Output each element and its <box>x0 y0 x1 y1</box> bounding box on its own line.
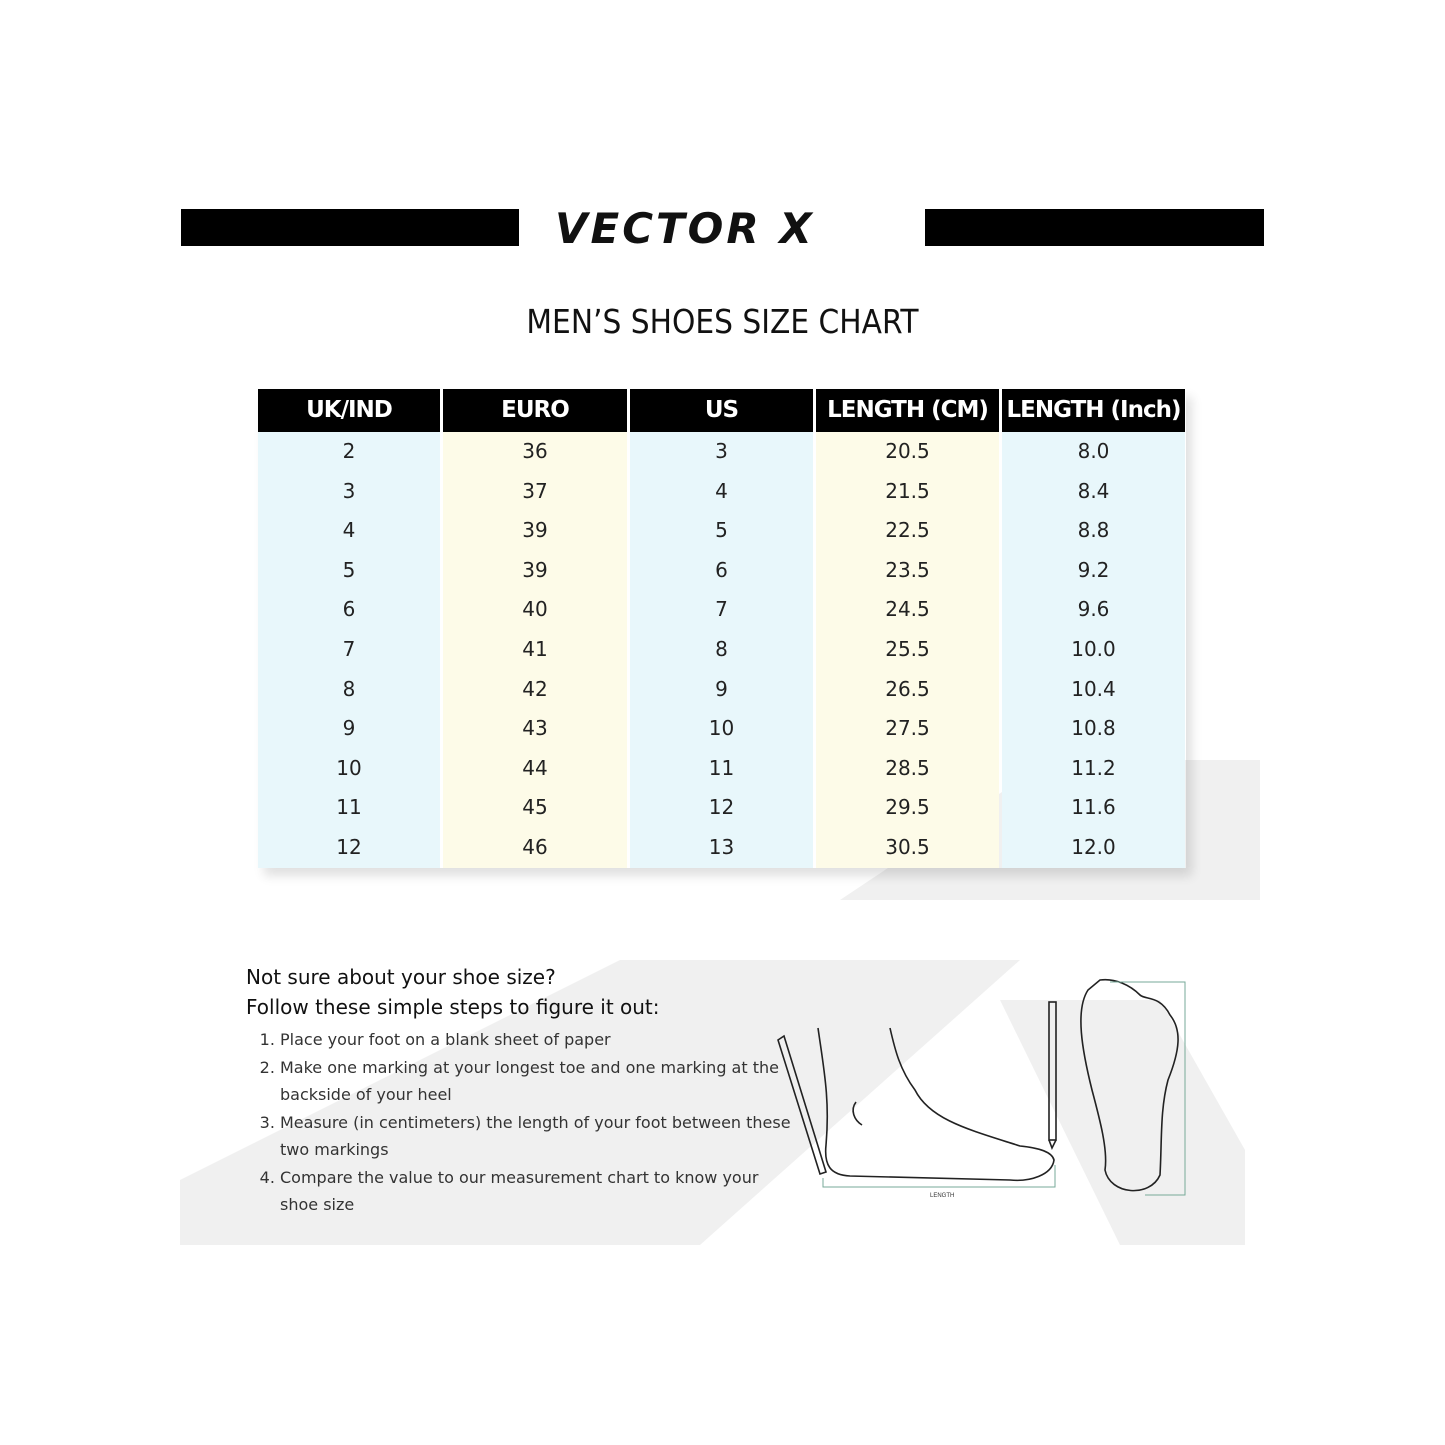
table-cell: 11 <box>630 749 813 789</box>
table-cell: 10.4 <box>1002 670 1185 710</box>
header-bar-left <box>181 209 519 246</box>
table-cell: 21.5 <box>816 472 999 512</box>
table-cell: 28.5 <box>816 749 999 789</box>
table-row <box>258 788 1186 828</box>
table-cell: 9.2 <box>1002 551 1185 591</box>
table-cell: 9 <box>258 709 440 749</box>
table-row <box>258 511 1186 551</box>
table-cell: 6 <box>258 590 440 630</box>
table-cell: 2 <box>258 432 440 472</box>
table-cell: 23.5 <box>816 551 999 591</box>
table-cell: 7 <box>258 630 440 670</box>
table-row <box>258 472 1186 512</box>
table-cell: 13 <box>630 828 813 868</box>
table-cell: 40 <box>443 590 627 630</box>
size-table <box>258 389 1186 868</box>
table-row <box>258 670 1186 710</box>
length-label: LENGTH <box>930 1193 955 1199</box>
table-cell: 46 <box>443 828 627 868</box>
table-row <box>258 749 1186 789</box>
table-cell: 8 <box>258 670 440 710</box>
table-row <box>258 709 1186 749</box>
table-cell: 11 <box>258 788 440 828</box>
step-item: 2. Make one marking at your longest toe and one marking at the backside of your heel <box>280 1054 800 1109</box>
logo-text: VECTOR X <box>555 203 815 253</box>
pencil-left-icon <box>778 1036 826 1174</box>
table-cell: 6 <box>630 551 813 591</box>
table-cell: 8.4 <box>1002 472 1185 512</box>
table-cell: 39 <box>443 551 627 591</box>
table-row <box>258 630 1186 670</box>
table-cell: 9.6 <box>1002 590 1185 630</box>
table-cell: 45 <box>443 788 627 828</box>
header-bar-right <box>925 209 1264 246</box>
table-cell: 25.5 <box>816 630 999 670</box>
table-cell: 3 <box>630 432 813 472</box>
page-title: MEN’S SHOES SIZE CHART <box>526 302 919 341</box>
table-cell: 8.8 <box>1002 511 1185 551</box>
measure-instructions <box>246 962 800 1219</box>
table-cell: 11.2 <box>1002 749 1185 789</box>
table-cell: 10 <box>258 749 440 789</box>
table-cell: 37 <box>443 472 627 512</box>
step-item: 3. Measure (in centimeters) the length of your foot between these two markings <box>280 1109 800 1164</box>
table-cell: 7 <box>630 590 813 630</box>
foot-measure-illustration <box>770 960 1250 1240</box>
table-cell: 10 <box>630 709 813 749</box>
table-cell: 10.0 <box>1002 630 1185 670</box>
column-header: LENGTH (Inch) <box>1002 389 1185 432</box>
table-cell: 12 <box>630 788 813 828</box>
table-cell: 11.6 <box>1002 788 1185 828</box>
table-cell: 5 <box>258 551 440 591</box>
table-cell: 3 <box>258 472 440 512</box>
table-cell: 8 <box>630 630 813 670</box>
table-cell: 5 <box>630 511 813 551</box>
pencil-right-icon <box>1049 1002 1056 1148</box>
table-cell: 39 <box>443 511 627 551</box>
table-cell: 41 <box>443 630 627 670</box>
table-cell: 26.5 <box>816 670 999 710</box>
step-item: 1. Place your foot on a blank sheet of paper <box>280 1026 800 1054</box>
table-cell: 30.5 <box>816 828 999 868</box>
table-cell: 43 <box>443 709 627 749</box>
table-cell: 42 <box>443 670 627 710</box>
brand-logo <box>555 200 895 256</box>
steps-list <box>246 1026 800 1219</box>
help-question: Not sure about your shoe size? <box>246 965 556 989</box>
table-row <box>258 551 1186 591</box>
table-cell: 4 <box>630 472 813 512</box>
help-intro: Follow these simple steps to figure it out: <box>246 995 660 1019</box>
table-cell: 22.5 <box>816 511 999 551</box>
table-cell: 20.5 <box>816 432 999 472</box>
table-header <box>258 389 1186 432</box>
column-header: UK/IND <box>258 389 440 432</box>
table-cell: 8.0 <box>1002 432 1185 472</box>
step-item: 4. Compare the value to our measurement chart to know your shoe size <box>280 1164 800 1219</box>
table-cell: 12 <box>258 828 440 868</box>
table-cell: 24.5 <box>816 590 999 630</box>
table-cell: 27.5 <box>816 709 999 749</box>
table-cell: 12.0 <box>1002 828 1185 868</box>
table-cell: 9 <box>630 670 813 710</box>
table-cell: 4 <box>258 511 440 551</box>
table-cell: 44 <box>443 749 627 789</box>
column-header: US <box>630 389 813 432</box>
table-row <box>258 828 1186 868</box>
column-header: LENGTH (CM) <box>816 389 999 432</box>
table-cell: 29.5 <box>816 788 999 828</box>
table-cell: 10.8 <box>1002 709 1185 749</box>
column-header: EURO <box>443 389 627 432</box>
table-cell: 36 <box>443 432 627 472</box>
table-body <box>258 432 1186 868</box>
table-row <box>258 590 1186 630</box>
table-row <box>258 432 1186 472</box>
